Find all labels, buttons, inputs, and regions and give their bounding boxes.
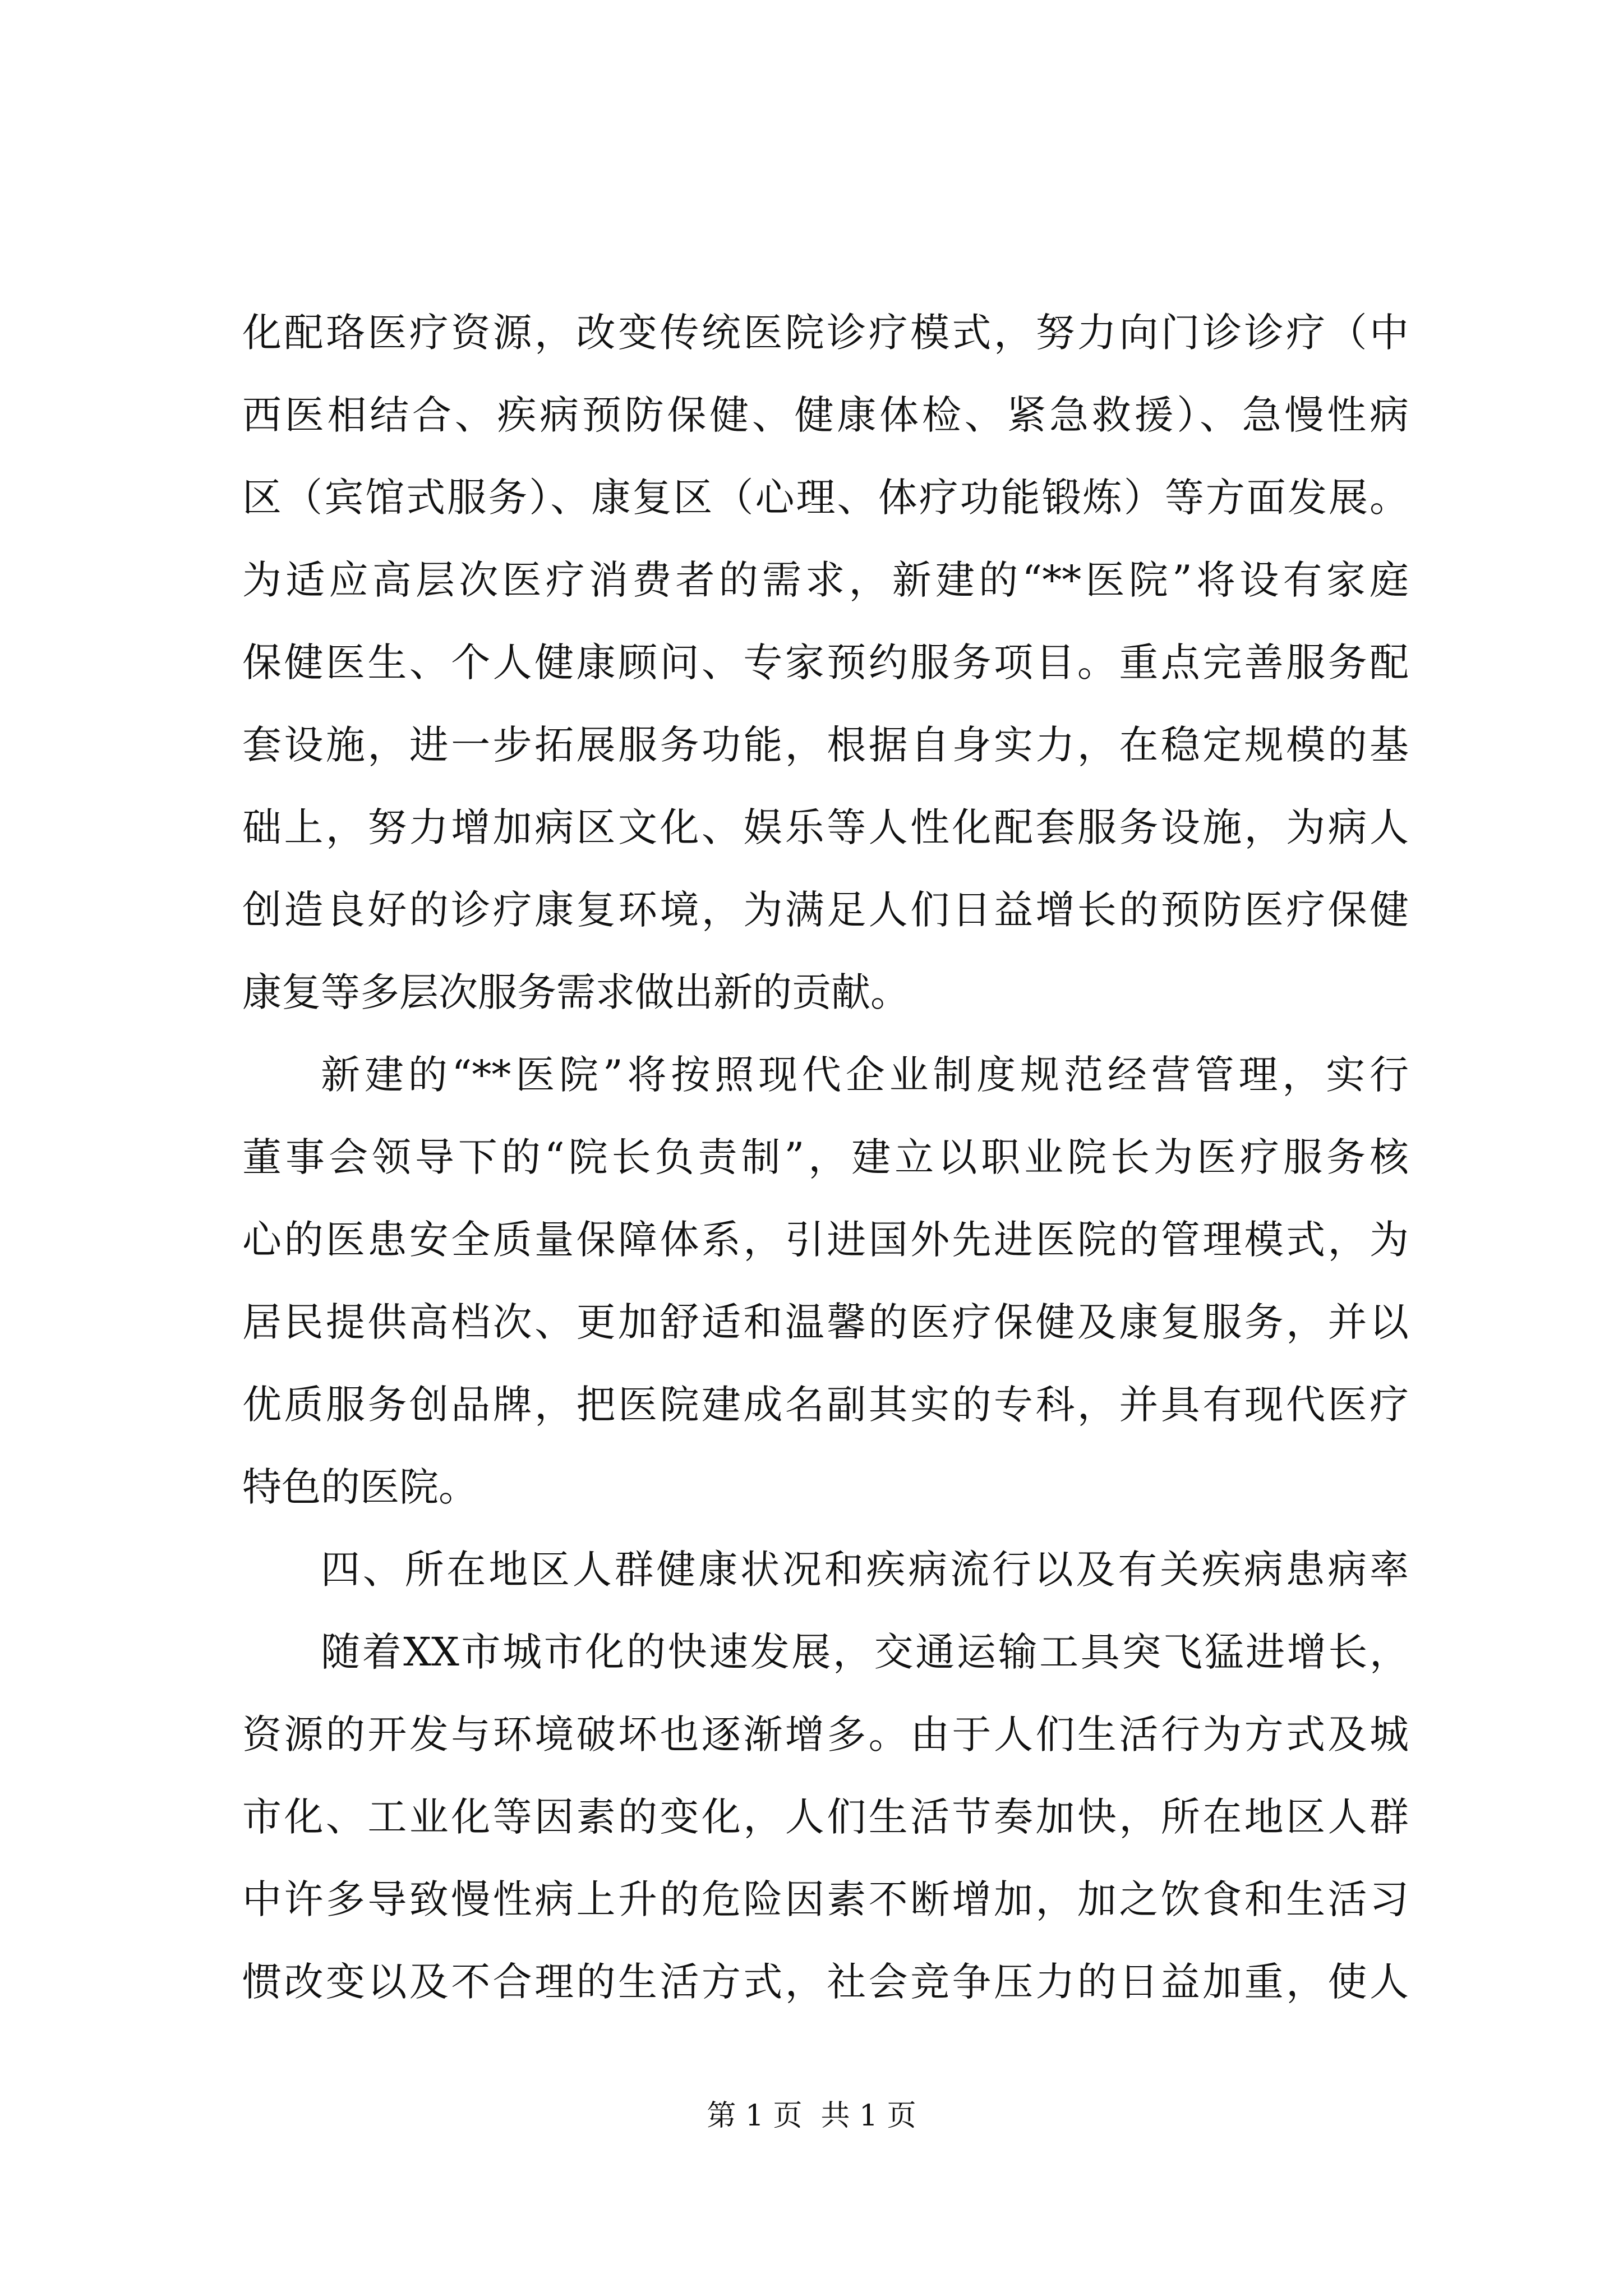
text-line: 西医相结合、疾病预防保健、健康体检、紧急救援）、急慢性病 (242, 392, 1409, 438)
text-line: 中许多导致慢性病上升的危险因素不断增加，加之饮食和生活习 (242, 1876, 1409, 1922)
text-line: 化配珞医疗资源，改变传统医院诊疗模式，努力向门诊诊疗（中 (242, 310, 1409, 356)
text-line: 资源的开发与环境破坏也逐渐增多。由于人们生活行为方式及城 (242, 1711, 1409, 1757)
paragraph-start-line: 新建的“**医院”将按照现代企业制度规范经营管理，实行 (321, 1052, 1409, 1098)
text-line: 区（宾馆式服务）、康复区（心理、体疗功能锻炼）等方面发展。 (242, 475, 1409, 521)
section-heading: 四、所在地区人群健康状况和疾病流行以及有关疾病患病率 (321, 1547, 1409, 1593)
text-line: 市化、工业化等因素的变化，人们生活节奏加快，所在地区人群 (242, 1794, 1409, 1840)
text-line: 居民提供高档次、更加舒适和温馨的医疗保健及康复服务，并以 (242, 1299, 1409, 1345)
text-line: 董事会领导下的“院长负责制”，建立以职业院长为医疗服务核 (242, 1134, 1409, 1180)
text-line: 创造良好的诊疗康复环境，为满足人们日益增长的预防医疗保健 (242, 887, 1409, 933)
paragraph-start-line: 随着XX市城市化的快速发展，交通运输工具突飞猛进增长， (321, 1629, 1409, 1675)
paragraph-end-line: 特色的医院。 (242, 1464, 478, 1510)
text-line: 为适应高层次医疗消费者的需求，新建的“**医院”将设有家庭 (242, 557, 1409, 603)
text-line: 保健医生、个人健康顾问、专家预约服务项目。重点完善服务配 (242, 639, 1409, 685)
text-line: 优质服务创品牌，把医院建成名副其实的专科，并具有现代医疗 (242, 1382, 1409, 1428)
paragraph-end-line: 康复等多层次服务需求做出新的贡献。 (242, 969, 910, 1015)
page-footer: 第 1 页 共 1 页 (707, 2099, 916, 2133)
text-line: 心的医患安全质量保障体系，引进国外先进医院的管理模式，为 (242, 1217, 1409, 1263)
document-body (242, 292, 1409, 2023)
text-line: 础上，努力增加病区文化、娱乐等人性化配套服务设施，为病人 (242, 804, 1409, 850)
text-line: 惯改变以及不合理的生活方式，社会竞争压力的日益加重，使人 (242, 1959, 1409, 2005)
text-line: 套设施，进一步拓展服务功能，根据自身实力，在稳定规模的基 (242, 722, 1409, 768)
